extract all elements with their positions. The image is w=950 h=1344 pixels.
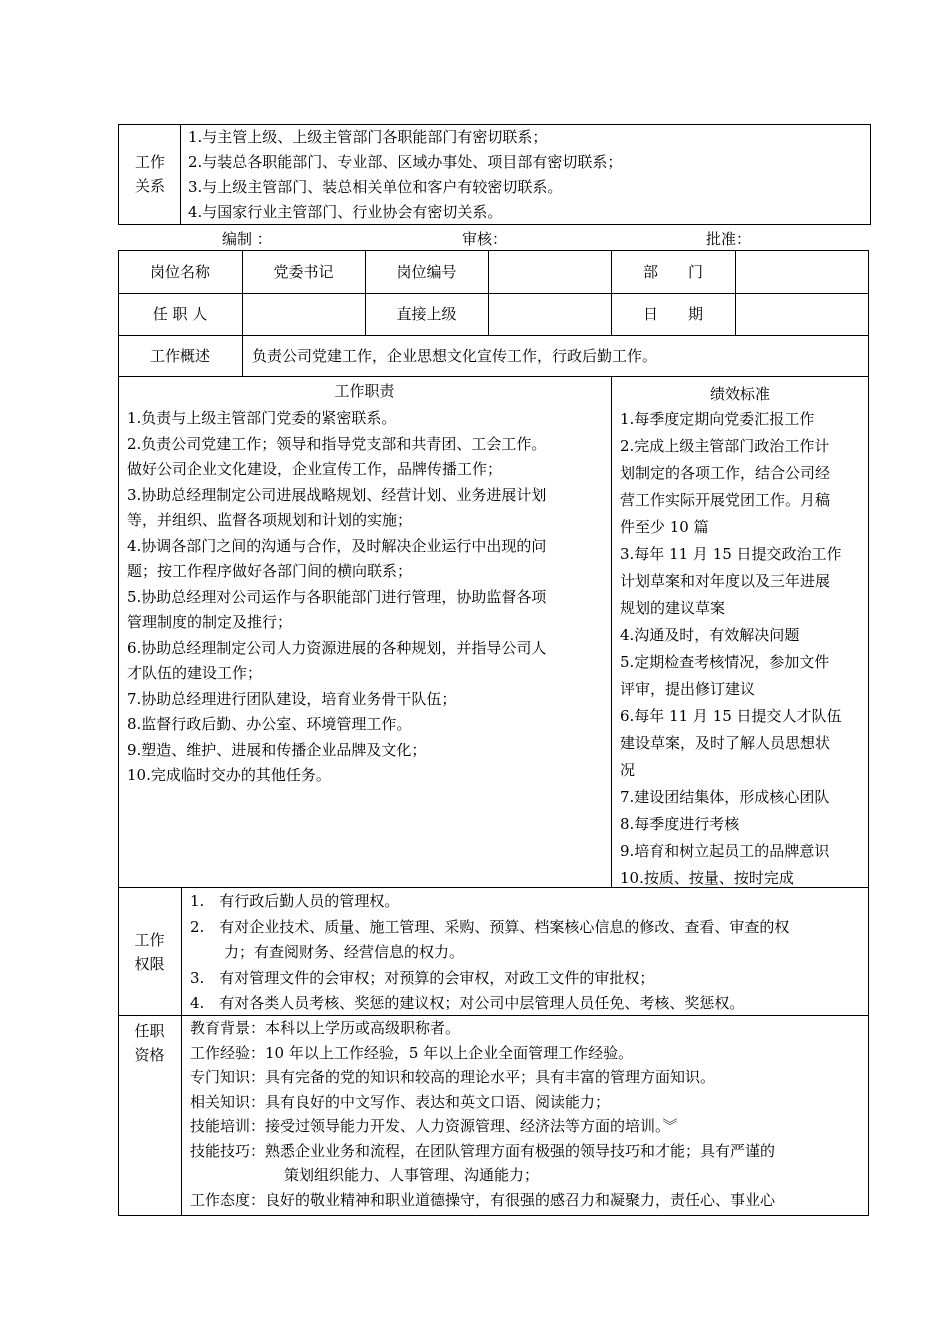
reviewer-label: 审核： <box>462 230 508 248</box>
authority-list <box>190 889 789 1017</box>
kpi-line: 况 <box>620 761 636 779</box>
duty-line: 2.负责公司党建工作；领导和指导党支部和共青团、工会工作。 <box>127 434 547 453</box>
duty-line: 才队伍的建设工作； <box>127 664 263 682</box>
authority-label <box>118 928 181 976</box>
holder-label: 任 职 人 <box>152 305 208 323</box>
relations-item: 4.与国家行业主管部门、行业协会有密切关系。 <box>188 203 503 221</box>
duty-line: 6.协助总经理制定公司人力资源进展的各种规划，并指导公司人 <box>127 638 547 657</box>
duty-line: 做好公司企业文化建设，企业宣传工作，品牌传播工作； <box>127 460 503 478</box>
summary-value: 负责公司党建工作，企业思想文化宣传工作，行政后勤工作。 <box>252 347 658 365</box>
department-label: 部 门 <box>642 263 703 281</box>
qualifications-label <box>118 1019 181 1067</box>
kpi-line: 4.沟通及时，有效解决问题 <box>620 626 800 644</box>
kpi-line: 划制定的各项工作，结合公司经 <box>620 464 831 482</box>
kpi-line: 8.每季度进行考核 <box>620 815 740 833</box>
relations-item: 2.与装总各职能部门、专业部、区域办事处、项目部有密切联系； <box>188 153 623 171</box>
duty-line: 10.完成临时交办的其他任务。 <box>127 766 331 784</box>
date-label: 日 期 <box>642 305 703 323</box>
duties-header: 工作职责 <box>334 382 395 400</box>
qualification-item: 相关知识：具有良好的中文写作、表达和英文口语、阅读能力； <box>190 1092 611 1111</box>
editor-label: 编制 ： <box>222 230 272 248</box>
kpi-line: 1.每季度定期向党委汇报工作 <box>620 410 815 428</box>
relations-item: 1.与主管上级、上级主管部门各职能部门有密切联系； <box>188 128 548 146</box>
relations-label-a: 工作 <box>134 153 165 171</box>
kpi-line: 10.按质、按量、按时完成 <box>620 869 794 887</box>
relations-label-b: 关系 <box>134 177 165 195</box>
authority-label-b: 权限 <box>134 955 165 973</box>
relations-list <box>188 125 622 225</box>
authority-item: 4. 有对各类人员考核、奖惩的建议权；对公司中层管理人员任免、考核、奖惩权。 <box>190 994 745 1012</box>
duty-line: 4.协调各部门之间的沟通与合作，及时解决企业运行中出现的问 <box>127 536 547 555</box>
duties-list <box>127 406 546 789</box>
duty-line: 管理制度的制定及推行； <box>127 613 293 631</box>
qualifications-list <box>190 1016 775 1212</box>
kpi-list <box>620 406 842 892</box>
summary-label: 工作概述 <box>149 347 210 365</box>
qualification-item: 教育背景：本科以上学历或高级职称者。 <box>190 1019 461 1037</box>
relations-divider <box>180 124 181 225</box>
position-code-label: 岗位编号 <box>396 263 457 281</box>
qualification-item: 工作经验：10 年以上工作经验，5 年以上企业全面管理工作经验。 <box>190 1043 634 1062</box>
kpi-line: 6.每年 11 月 15 日提交人才队伍 <box>620 707 842 725</box>
duty-line: 7.协助总经理进行团队建设，培育业务骨干队伍； <box>127 689 457 708</box>
kpi-line: 件至少 10 篇 <box>620 518 709 536</box>
qualification-item: 专门知识：具有完备的党的知识和较高的理论水平；具有丰富的管理方面知识。 <box>190 1068 716 1086</box>
kpi-line: 7.建设团结集体，形成核心团队 <box>620 788 830 806</box>
kpi-line: 规划的建议草案 <box>620 599 726 617</box>
authority-label-a: 工作 <box>134 931 165 949</box>
qualification-item-cont: 策划组织能力、人事管理、沟通能力； <box>284 1166 540 1184</box>
authority-item-cont: 力；有查阅财务、经营信息的权力。 <box>224 943 465 961</box>
qualifications-label-b: 资格 <box>134 1046 165 1064</box>
kpi-line: 建设草案，及时了解人员思想状 <box>620 734 831 752</box>
authority-item: 3. 有对管理文件的会审权；对预算的会审权，对政工文件的审批权； <box>190 968 655 987</box>
kpi-header: 绩效标准 <box>709 385 770 403</box>
kpi-line: 评审，提出修订建议 <box>620 680 756 698</box>
relations-item: 3.与上级主管部门、装总相关单位和客户有较密切联系。 <box>188 178 563 196</box>
authority-item: 1. 有行政后勤人员的管理权。 <box>190 892 400 910</box>
duty-line: 等，并组织、监督各项规划和计划的实施； <box>127 511 413 529</box>
position-name-value: 党委书记 <box>273 263 334 281</box>
duty-line: 9.塑造、维护、进展和传播企业品牌及文化； <box>127 740 427 759</box>
kpi-line: 5.定期检查考核情况，参加文件 <box>620 653 830 671</box>
qualifications-label-a: 任职 <box>134 1022 165 1040</box>
duty-line: 3.协助总经理制定公司进展战略规划、经营计划、业务进展计划 <box>127 485 547 504</box>
relations-label <box>120 150 180 198</box>
qualification-item: 技能培训：接受过领导能力开发、人力资源管理、经济法等方面的培训。︾ <box>190 1117 678 1135</box>
kpi-line: 3.每年 11 月 15 日提交政治工作 <box>620 545 842 563</box>
kpi-line: 计划草案和对年度以及三年进展 <box>620 572 831 590</box>
authority-item: 2. 有对企业技术、质量、施工管理、采购、预算、档案核心信息的修改、查看、审查的权 <box>190 917 790 936</box>
duty-line: 题；按工作程序做好各部门间的横向联系； <box>127 562 413 580</box>
kpi-line: 营工作实际开展党团工作。月稿 <box>620 491 831 509</box>
duty-line: 8.监督行政后勤、办公室、环境管理工作。 <box>127 715 412 733</box>
supervisor-label: 直接上级 <box>396 305 457 323</box>
position-name-label: 岗位名称 <box>149 263 210 281</box>
duty-line: 5.协助总经理对公司运作与各职能部门进行管理，协助监督各项 <box>127 587 547 606</box>
qualification-item: 工作态度：良好的敬业精神和职业道德操守，有很强的感召力和凝聚力，责任心、事业心 <box>190 1190 776 1209</box>
approver-label: 批准： <box>706 230 752 248</box>
duty-line: 1.负责与上级主管部门党委的紧密联系。 <box>127 409 397 427</box>
qualification-item: 技能技巧：熟悉企业业务和流程，在团队管理方面有极强的领导技巧和才能；具有严谨的 <box>190 1141 776 1160</box>
kpi-line: 2.完成上级主管部门政治工作计 <box>620 437 830 455</box>
kpi-line: 9.培育和树立起员工的品牌意识 <box>620 842 830 860</box>
